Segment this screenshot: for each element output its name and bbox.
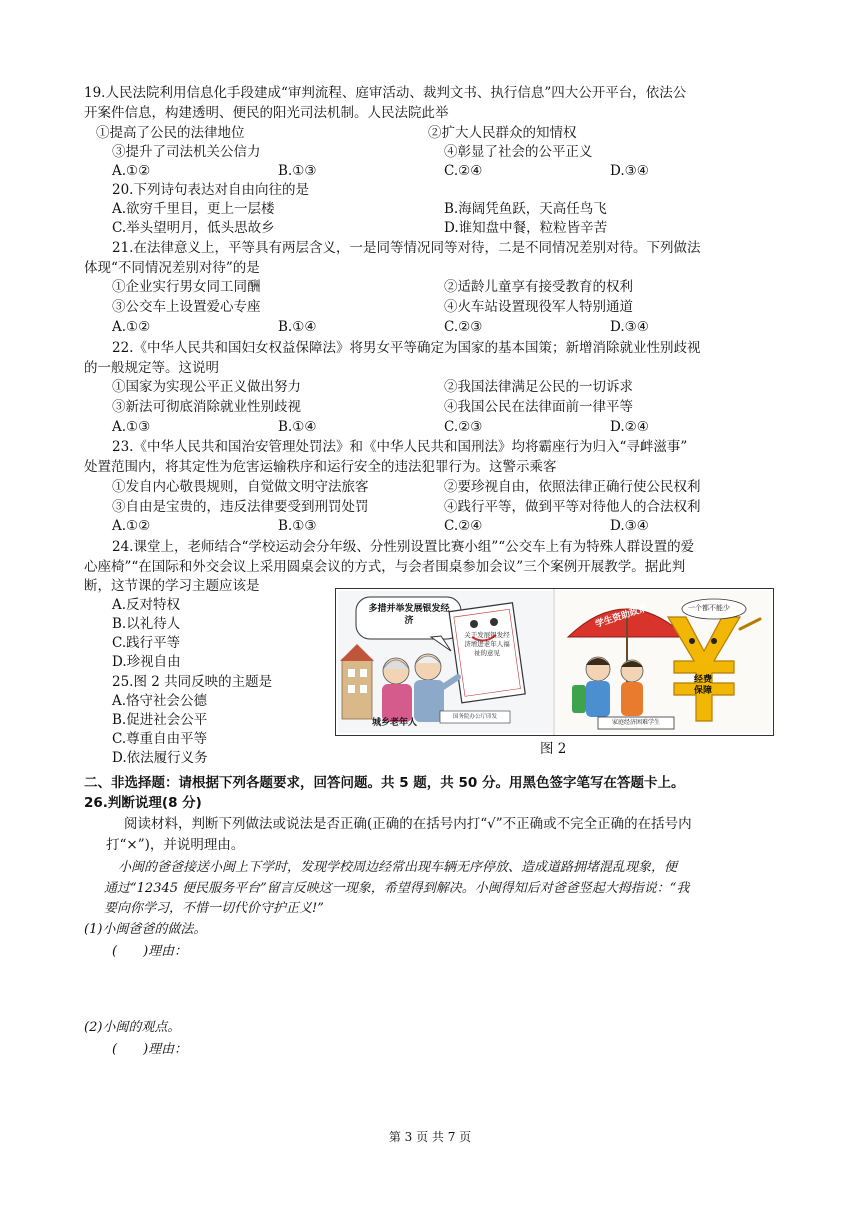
q20-option-b: B.海阔凭鱼跃，天高任鸟飞	[444, 201, 607, 217]
q23-item-2: ②要珍视自由，依照法律正确行使公民权利	[444, 479, 701, 495]
section2-heading: 二、非选择题：请根据下列各题要求，回答问题。共 5 题，共 50 分。用黑色签字笔写在答题卡上。	[84, 775, 685, 791]
q22-option-a: A.①③	[112, 419, 151, 435]
q23-item-3: ③自由是宝贵的，违反法律要受到刑罚处罚	[112, 499, 369, 515]
q22-stem-line2: 的一般规定等。这说明	[84, 360, 219, 376]
q26-title: 26.判断说理(8 分)	[84, 795, 202, 811]
q22-option-c: C.②③	[444, 419, 483, 435]
q19-stem-line2: 开案件信息，构建透明、便民的阳光司法机制。人民法院此举	[84, 105, 449, 121]
figure-right-label: 家庭经济困难学生	[611, 719, 660, 726]
q19-stem-line1: 19.人民法院利用信息化手段建成“审判流程、庭审活动、裁判文书、执行信息”四大公开平台，依法公	[84, 85, 687, 101]
q24-option-a: A.反对特权	[112, 597, 181, 613]
q21-item-4: ④火车站设置现役军人特别通道	[444, 299, 633, 315]
q26-material-line3: 要向你学习，不惜一切代价守护正义!”	[104, 901, 324, 916]
q21-option-d: D.③④	[610, 319, 649, 335]
q22-option-d: D.②④	[610, 419, 649, 435]
q26-subquestion-2: (2)小闽的观点。	[84, 1020, 181, 1035]
figure-caption: 图 2	[540, 741, 567, 757]
q24-stem-line1: 24.课堂上，老师结合“学校运动会分年级、分性别设置比赛小组”“公交车上有为特殊人群设置的爱	[112, 539, 695, 555]
q20-option-c: C.举头望明月，低头思故乡	[112, 220, 275, 236]
q19-option-b: B.①③	[278, 163, 317, 179]
figure-yen-label: 经费保障	[694, 675, 713, 696]
figure-left-document-title: 关于发展银发经济增进老年人福祉的意见	[464, 631, 510, 657]
q21-item-3: ③公交车上设置爱心专座	[112, 299, 261, 315]
q23-option-b: B.①③	[278, 518, 317, 534]
q23-stem-line1: 23.《中华人民共和国治安管理处罚法》和《中华人民共和国刑法》均将霸座行为归入“寻衅滋事”	[112, 439, 688, 455]
q21-option-b: B.①④	[278, 319, 317, 335]
q20-stem: 20.下列诗句表达对自由向往的是	[112, 182, 309, 198]
q26-answer-1-prompt: ( )理由：	[112, 944, 188, 959]
q20-option-a: A.欲穷千里目，更上一层楼	[112, 201, 275, 217]
q21-option-a: A.①②	[112, 319, 151, 335]
q26-instruction-line2: 打“×”)，并说明理由。	[106, 837, 245, 853]
q19-item-3: ③提升了司法机关公信力	[112, 144, 261, 160]
figure-left-document-issuer: 国务院办公厅印发	[452, 714, 497, 720]
q24-option-d: D.珍视自由	[112, 654, 181, 670]
q23-stem-line2: 处置范围内，将其定性为危害运输秩序和运行安全的违法犯罪行为。这警示乘客	[84, 459, 557, 475]
page-footer: 第 3 页 共 7 页	[388, 1130, 472, 1144]
q21-option-c: C.②③	[444, 319, 483, 335]
q19-option-a: A.①②	[112, 163, 151, 179]
q19-item-4: ④彰显了社会的公平正义	[444, 144, 593, 160]
figure-left-label: 城乡老年人	[372, 718, 418, 728]
q25-option-a: A.恪守社会公德	[112, 693, 208, 709]
q21-stem-line1: 21.在法律意义上，平等具有两层含义，一是同等情况同等对待，二是不同情况差别对待。下列做法	[112, 240, 701, 256]
q26-material-line1: 小闽的爸爸接送小闽上下学时，发现学校周边经常出现车辆无序停放、造成道路拥堵混乱现象，便	[118, 860, 678, 875]
q21-item-2: ②适龄儿童享有接受教育的权利	[444, 279, 633, 295]
q19-option-c: C.②④	[444, 163, 483, 179]
q22-item-1: ①国家为实现公平正义做出努力	[112, 379, 301, 395]
q26-subquestion-1: (1)小闽爸爸的做法。	[84, 922, 207, 937]
q19-item-1: ①提高了公民的法律地位	[96, 125, 245, 141]
q24-stem-line2: 心座椅”“在国际和外交会议上采用圆桌会议的方式，与会者围桌参加会议”三个案例开展教学。据此判	[84, 559, 686, 575]
q25-option-d: D.依法履行义务	[112, 750, 208, 766]
q23-option-c: C.②④	[444, 518, 483, 534]
q19-item-2: ②扩大人民群众的知情权	[428, 125, 577, 141]
figure-left-bubble-text: 多措并举发展银发经济	[368, 604, 450, 626]
figure-umbrella-text: 学生资助政策	[594, 603, 649, 631]
q22-item-4: ④我国公民在法律面前一律平等	[444, 399, 633, 415]
figure-right-bubble-text: 一个都不能少	[688, 604, 730, 612]
q24-stem-line3: 断，这节课的学习主题应该是	[84, 578, 260, 594]
q24-option-c: C.践行平等	[112, 635, 181, 651]
q22-stem-line1: 22.《中华人民共和国妇女权益保障法》将男女平等确定为国家的基本国策；新增消除就业性别歧视	[112, 340, 701, 356]
q21-stem-line2: 体现“不同情况差别对待”的是	[84, 260, 260, 276]
q25-option-c: C.尊重自由平等	[112, 731, 208, 747]
q19-option-d: D.③④	[610, 163, 649, 179]
q23-item-4: ④践行平等，做到平等对待他人的合法权利	[444, 499, 701, 515]
q23-item-1: ①发自内心敬畏规则，自觉做文明守法旅客	[112, 479, 369, 495]
q26-instruction-line1: 阅读材料，判断下列做法或说法是否正确(正确的在括号内打“√”不正确或不完全正确的在括号内	[124, 816, 692, 832]
q21-item-1: ①企业实行男女同工同酬	[112, 279, 261, 295]
q25-stem: 25.图 2 共同反映的主题是	[112, 674, 273, 690]
q22-option-b: B.①④	[278, 419, 317, 435]
q26-answer-2-prompt: ( )理由：	[112, 1042, 188, 1057]
figure-2-cartoon	[335, 588, 774, 736]
q26-material-line2: 通过“12345 便民服务平台”留言反映这一现象，希望得到解决。小闽得知后对爸爸竖起大拇指说：“我	[104, 881, 690, 896]
q24-option-b: B.以礼待人	[112, 616, 181, 632]
q22-item-3: ③新法可彻底消除就业性别歧视	[112, 399, 301, 415]
q25-option-b: B.促进社会公平	[112, 712, 208, 728]
q23-option-a: A.①②	[112, 518, 151, 534]
q22-item-2: ②我国法律满足公民的一切诉求	[444, 379, 633, 395]
q20-option-d: D.谁知盘中餐，粒粒皆辛苦	[444, 220, 608, 236]
q23-option-d: D.③④	[610, 518, 649, 534]
